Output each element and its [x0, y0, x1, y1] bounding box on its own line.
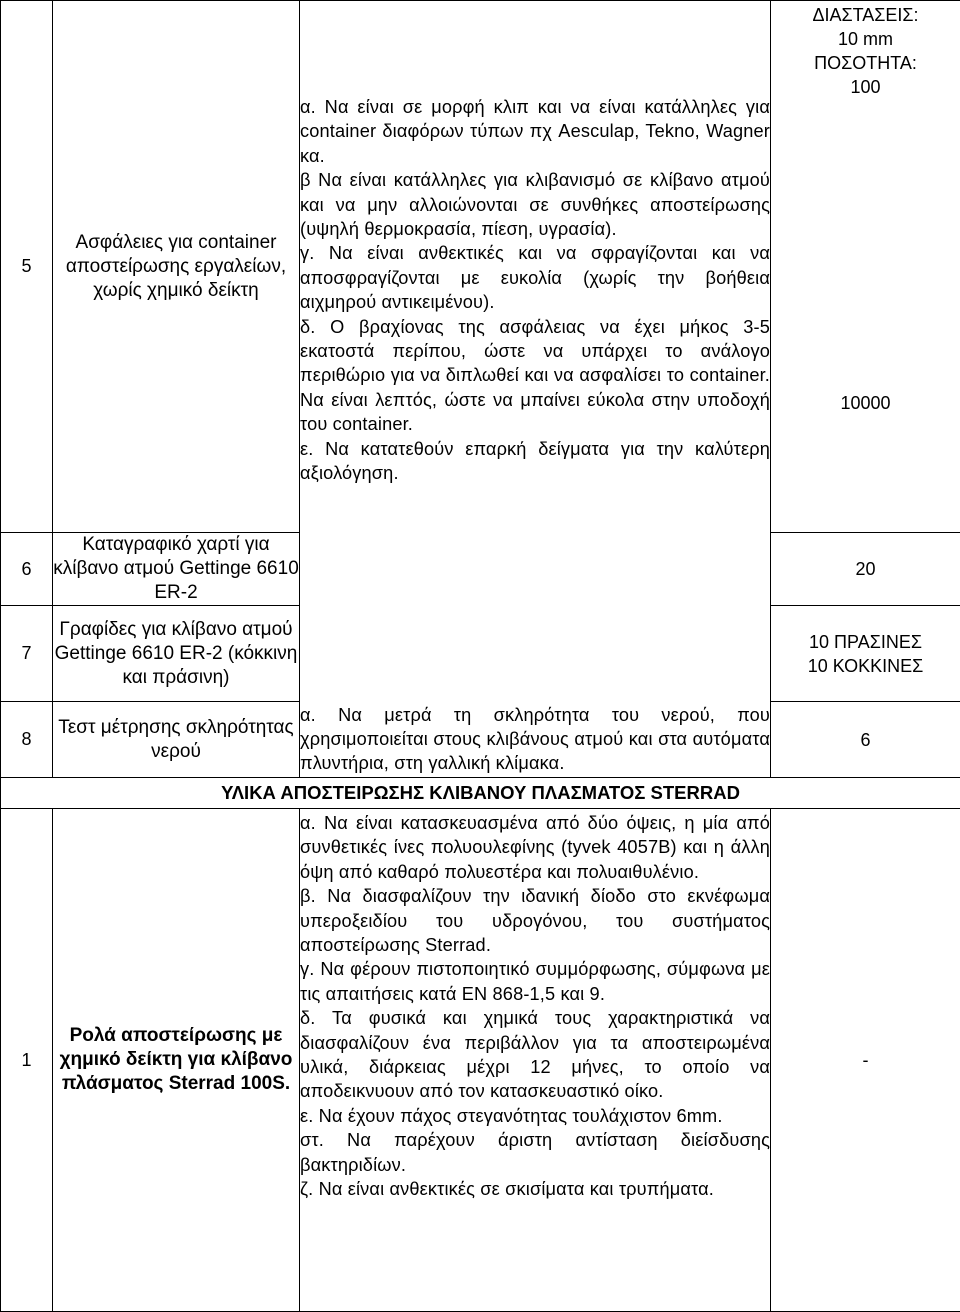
quantity-line: 10 ΚΟΚΚΙΝΕΣ	[807, 655, 924, 676]
item-quantity: 6	[771, 702, 960, 778]
header-quantity: ΠΟΣΟΤΗΤΑ: 100	[814, 53, 917, 97]
section-title: ΥΛΙΚΑ ΑΠΟΣΤΕΙΡΩΣΗΣ ΚΛΙΒΑΝΟΥ ΠΛΑΣΜΑΤΟΣ STERRAD	[1, 778, 960, 809]
spec-paragraph: α. Να είναι κατασκευασμένα από δύο όψεις, η μία από συνθετικές ίνες πολυουλεφίνης (tyvek 4057B) και η άλλη όψη από καθαρό πολυεστέρα και πολυαιθυλένιο.	[300, 813, 770, 882]
spec-paragraph: δ. Ο βραχίονας της ασφάλειας να έχει μήκος 3-5 εκατοστά περίπου, ώστε να υπάρχει το ανάλογο περιθώριο για να διπλωθεί και να ασφαλίσει το container. Να είναι λεπτός, ώστε να μπαίνει εύκολα στην υποδοχή του container.	[300, 316, 770, 435]
spec-paragraph: στ. Να παρέχουν άριστη αντίσταση διείσδυσης βακτηριδίων.	[300, 1130, 770, 1175]
quantity-line: 10 ΠΡΑΣΙΝΕΣ	[809, 631, 922, 652]
spec-paragraph: ζ. Να είναι ανθεκτικές σε σκισίματα και τρυπήματα.	[300, 1179, 714, 1200]
spec-paragraph: γ. Να φέρουν πιστοποιητικό συμμόρφωσης, σύμφωνα με τις απαιτήσεις κατά EN 868-1,5 και 9.	[300, 959, 770, 1004]
item-quantity: 20	[771, 533, 960, 606]
table-row	[1, 533, 960, 606]
quantity-value: 10000	[840, 393, 891, 413]
item-spec	[300, 1, 771, 533]
item-number: 7	[1, 606, 53, 702]
item-number: 6	[1, 533, 53, 606]
item-spec	[300, 702, 771, 778]
item-number: 5	[1, 1, 53, 533]
spec-paragraph: ε. Να κατατεθούν επαρκή δείγματα για την καλύτερη αξιολόγηση.	[300, 438, 770, 484]
item-spec	[300, 809, 771, 1312]
item-name: Ασφάλειες για container αποστείρωσης εργαλείων, χωρίς χημικό δείκτη	[53, 1, 300, 533]
spec-paragraph: β Να είναι κατάλληλες για κλιβανισμό σε κλίβανο ατμού και να μην αλλοιώνονται σε συνθήκες αποστείρωσης (υψηλή θερμοκρασία, πίεση, υγρασία).	[300, 170, 770, 240]
item-name: Καταγραφικό χαρτί για κλίβανο ατμού Gettinge 6610 ER-2	[53, 533, 300, 606]
spec-paragraph: α. Να είναι σε μορφή κλιπ και να είναι κατάλληλες για container διαφόρων τύπων πχ Aesculap, Tekno, Wagner κα.	[300, 97, 770, 166]
item-spec-empty	[300, 533, 771, 606]
table-row	[1, 702, 960, 778]
item-quantity: -	[771, 809, 960, 1312]
item-name: Τεστ μέτρησης σκληρότητας νερού	[53, 702, 300, 778]
spec-paragraph: γ. Να είναι ανθεκτικές και να σφραγίζονται και να αποσφραγίζονται με ευκολία (χωρίς την βοήθεια αιχμηρού αντικειμένου).	[300, 243, 770, 313]
table-row	[1, 809, 960, 1312]
item-number: 1	[1, 809, 53, 1312]
table-row	[1, 1, 960, 533]
header-dimensions: ΔΙΑΣΤΑΣΕΙΣ: 10 mm	[812, 5, 919, 49]
item-spec-empty	[300, 606, 771, 702]
item-name: Γραφίδες για κλίβανο ατμού Gettinge 6610 ER-2 (κόκκινη και πράσινη)	[53, 606, 300, 702]
section-row	[1, 778, 960, 809]
item-quantity	[771, 606, 960, 702]
spec-paragraph: β. Να διασφαλίζουν την ιδανική δίοδο στο εκνέφωμα υπεροξειδίου του υδρογόνου, του συστήματος αποστείρωσης Sterrad.	[300, 886, 770, 956]
item-quantity	[771, 1, 960, 533]
item-number: 8	[1, 702, 53, 778]
item-name: Ρολά αποστείρωσης με χημικό δείκτη για κλίβανο πλάσματος Sterrad 100S.	[53, 809, 300, 1312]
spec-paragraph: α. Να μετρά τη σκληρότητα του νερού, που χρησιμοποιείται στους κλιβάνους ατμού και στα αυτόματα πλυντήρια, στη γαλλική κλίμακα.	[300, 704, 770, 774]
spec-paragraph: ε. Να έχουν πάχος στεγανότητας τουλάχιστον 6mm.	[300, 1105, 723, 1126]
table-row	[1, 606, 960, 702]
spec-paragraph: δ. Τα φυσικά και χημικά τους χαρακτηριστικά να διασφαλίζουν ένα περιβάλλον για τα αποστειρωμένα υλικά, διάρκειας μέχρι 12 μήνες, το οποίο να αποδεικνυουν από τον κατασκευαστικό οίκο.	[300, 1008, 770, 1102]
